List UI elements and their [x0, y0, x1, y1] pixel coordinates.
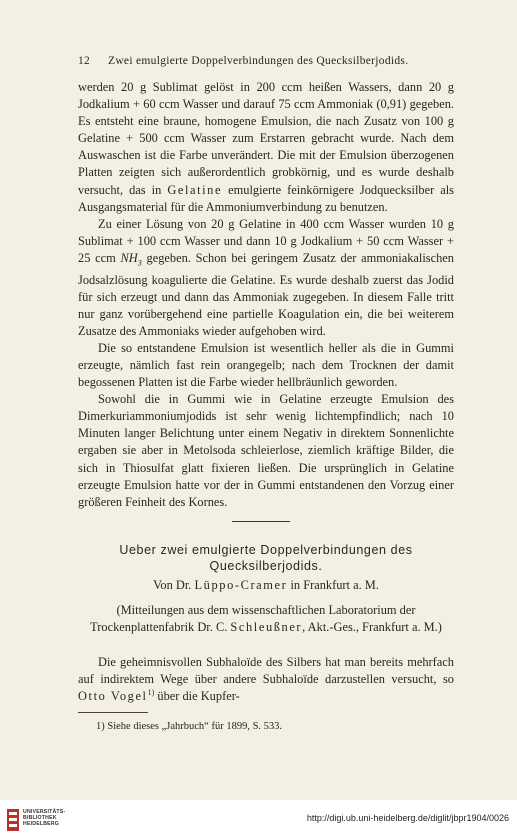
ammonia-formula: $NH_3$	[120, 250, 142, 268]
paragraph-1: werden 20 g Sublimat gelöst in 200 ccm heißen Wassers, dann 20 g Jodkalium + 60 ccm Wasser und darauf 75 ccm Ammoniak (0,91) gegeben. Es entsteht eine braune, homogene Emulsion, die nach Zusatz von 100 g Gelatine + 500 ccm Wasser zum Erstarren gebracht wurde. Nach dem Auswaschen ist die Farbe unverändert. Die mit der Emulsion überzogenen Platten zeigten sich außerordentlich grobkörnig, und es wurde deshalb versucht, das in Gelatine emulgierte feinkörnigere Jodquecksilber als Ausgangsmaterial für die Ammoniumverbindung zu benutzen.	[78, 80, 454, 214]
permalink-url[interactable]: http://digi.ub.uni-heidelberg.de/diglit/jbpr1904/0026	[306, 813, 509, 823]
footnote-rule	[78, 712, 148, 713]
library-logo[interactable]	[6, 806, 66, 836]
footnote-marker[interactable]: 1)	[147, 687, 155, 697]
footnote: 1) Siehe dieses „Jahrbuch“ für 1899, S. 533.	[96, 721, 283, 732]
intro-paragraph: Die geheimnisvollen Subhaloïde des Silbers hat man bereits mehrfach auf indirektem Wege über andere Subhaloïde darzustellen versucht, so Otto Vogel$^{1)}$ über die Kupfer-	[78, 655, 454, 703]
cited-author: Otto Vogel	[78, 688, 148, 703]
company-name: Schleußner	[230, 619, 303, 634]
body-text	[78, 79, 454, 511]
article-title-line-2: Quecksilberjodids.	[209, 559, 323, 573]
paragraph-3: Die so entstandene Emulsion ist wesentlich heller als die in Gummi erzeugte, nämlich fast rein orangegelb; nach dem Trocknen der damit begossenen Platten ist die Farbe wieder hellbräunlich geworden.	[78, 340, 454, 390]
spaced-word-gelatine: Gelatine	[167, 182, 223, 197]
article-title-line-1: Ueber zwei emulgierte Doppelverbindungen des	[119, 543, 413, 557]
author-name: Lüppo-Cramer	[194, 578, 288, 592]
paragraph-2: Zu einer Lösung von 20 g Gelatine in 400 ccm Wasser wurden 10 g Sublimat + 100 ccm Wasser und dann 10 g Jodkalium + 50 ccm Wasser + 25 ccm $NH_3$ gegeben. Schon bei geringem Zusatz der ammoniakalischen Jodsalzlösung koagulierte die Gelatine. Es wurde deshalb zuerst das Jodid für sich erzeugt und dann das Ammoniak zugegeben. In diesem Falle tritt nur ganz vorübergehend eine partielle Koagulation ein, die bei weiterem Zusatze des Ammoniaks wieder aufgehoben wird.	[78, 216, 454, 338]
running-title: Zwei emulgierte Doppelverbindungen des Quecksilberjodids.	[108, 55, 409, 67]
paragraph-4: Sowohl die in Gummi wie in Gelatine erzeugte Emulsion des Dimerkuriammoniumjodids ist sehr wenig lichtempfindlich; nach 10 Minuten langer Belichtung unter einem Negativ in direktem Sonnenlichte ergaben sie aber in Metolsoda schleierlose, ziemlich kräftige Bilder, die sich in Thiosulfat glatt fixieren ließen. Die ursprünglich in Gelatine erzeugte Emulsion hatte vor der in Gummi entstandenen den Vorzug einer größeren Feinheit des Kornes.	[78, 392, 454, 509]
byline: Von Dr. Lüppo-Cramer in Frankfurt a. M.	[153, 578, 379, 592]
running-header	[78, 55, 453, 67]
library-name: UNIVERSITÄTS- BIBLIOTHEK HEIDELBERG	[23, 809, 66, 828]
section-divider	[232, 521, 290, 522]
affiliation: (Mitteilungen aus dem wissenschaftlichen Laboratorium der Trockenplattenfabrik Dr. C. Schleußner, Akt.-Ges., Frankfurt a. M.)	[90, 603, 442, 634]
article-title	[78, 542, 454, 574]
library-seal-icon	[6, 808, 20, 832]
page-number: 12	[78, 55, 91, 67]
